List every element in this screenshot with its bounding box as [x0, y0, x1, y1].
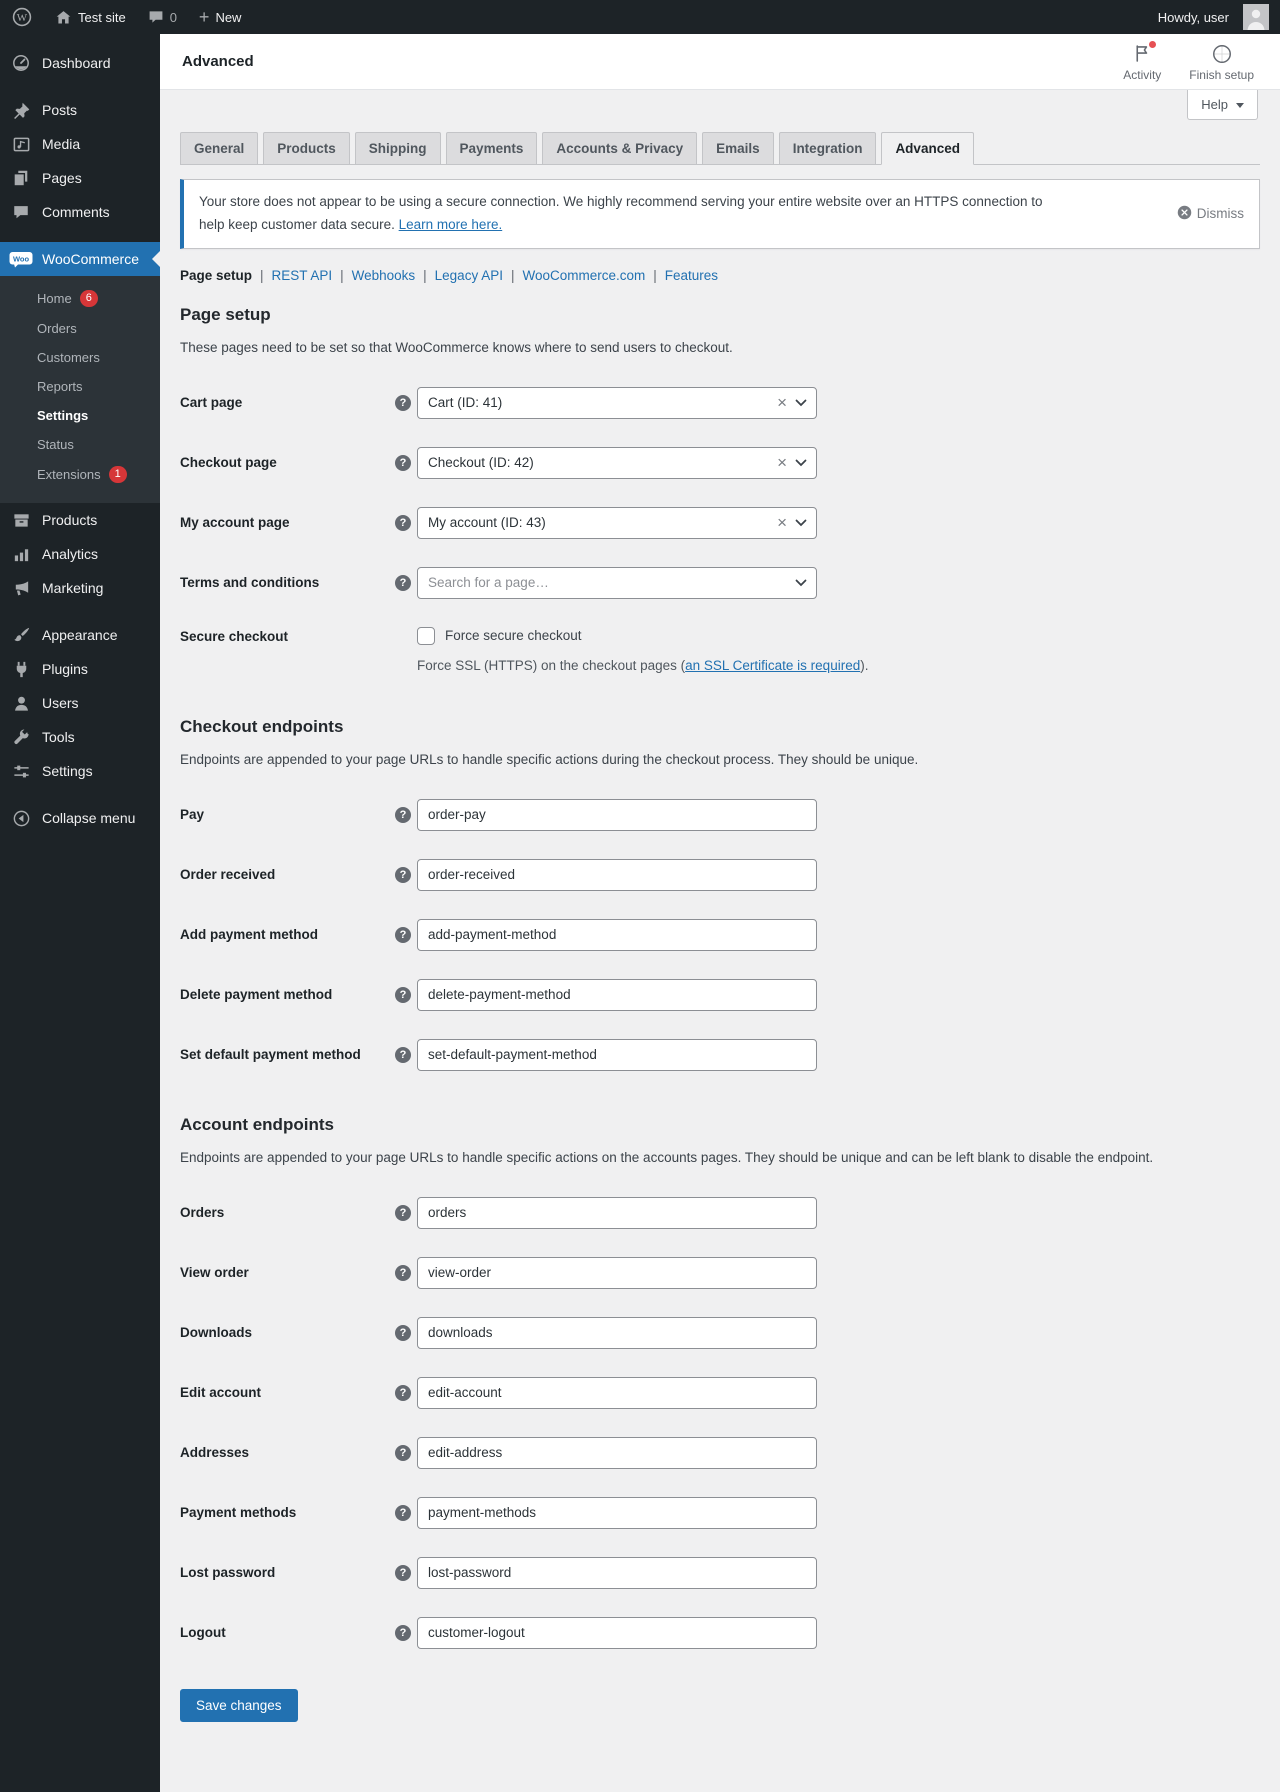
help-icon[interactable]: ? [395, 1565, 411, 1581]
notice-text [199, 191, 1067, 237]
howdy-text: Howdy, user [1157, 9, 1229, 25]
form-row [180, 1617, 1260, 1649]
section-description: Endpoints are appended to your page URLs to handle specific actions during the checkout process. They should be unique. [180, 751, 919, 767]
menu-separator [0, 80, 160, 93]
comments-icon [148, 9, 164, 25]
help-icon[interactable]: ? [395, 1385, 411, 1401]
subnav-page-setup[interactable]: Page setup [180, 267, 253, 283]
field-cell [417, 919, 1260, 951]
form-row [180, 919, 1260, 951]
count-badge: 6 [80, 290, 98, 307]
field-cell [417, 1377, 1260, 1409]
field-label: My account page [180, 515, 290, 531]
sidebar-item-label: Products [42, 512, 98, 528]
sidebar-item-label: Collapse menu [42, 810, 136, 826]
count-badge: 1 [109, 466, 127, 483]
field-label: Delete payment method [180, 987, 333, 1003]
settings-tabs [180, 132, 1260, 165]
help-icon[interactable]: ? [395, 927, 411, 943]
my-account-page-select[interactable] [417, 507, 817, 539]
help-icon[interactable]: ? [395, 395, 411, 411]
admin-bar-left [0, 0, 252, 34]
sidebar-item-analytics[interactable] [0, 537, 160, 571]
view-order-endpoint-input[interactable] [417, 1257, 817, 1289]
cart-page-select[interactable] [417, 387, 817, 419]
form-row [180, 387, 1260, 419]
help-icon[interactable]: ? [395, 1325, 411, 1341]
help-icon[interactable]: ? [395, 575, 411, 591]
help-icon[interactable]: ? [395, 807, 411, 823]
menu-separator [0, 788, 160, 801]
section-description: Endpoints are appended to your page URLs to handle specific actions on the accounts pages. They should be unique and can be left blank to disable the endpoint. [180, 1149, 1154, 1165]
help-cell [395, 867, 417, 883]
select-controls [777, 454, 807, 471]
subnav-webhooks[interactable]: Webhooks [351, 267, 416, 283]
form-row [180, 1039, 1260, 1071]
help-cell [395, 1325, 417, 1341]
help-label: Help [1201, 97, 1228, 112]
sidebar-item-posts[interactable] [0, 93, 160, 127]
help-cell [395, 1565, 417, 1581]
pin-icon [9, 100, 33, 120]
field-label: Pay [180, 807, 205, 823]
field-label: Cart page [180, 395, 243, 411]
new-label: New [215, 9, 242, 25]
lost-password-endpoint-input[interactable] [417, 1557, 817, 1589]
subnav-features[interactable]: Features [664, 267, 719, 283]
brush-icon [9, 625, 33, 645]
chevron-down-icon [795, 579, 807, 587]
field-label: Downloads [180, 1325, 253, 1341]
help-cell [395, 1505, 417, 1521]
subnav-separator: | [340, 267, 344, 283]
page-title: Advanced [182, 53, 254, 70]
sidebar-item-label: Users [42, 695, 79, 711]
media-icon [9, 134, 33, 154]
field-cell [417, 1497, 1260, 1529]
subnav-separator: | [423, 267, 427, 283]
clear-selection-icon[interactable]: × [777, 453, 787, 473]
select-controls [777, 514, 807, 531]
menu-separator [0, 229, 160, 242]
chart-icon [9, 544, 33, 564]
sidebar-item-products[interactable] [0, 503, 160, 537]
menu-separator [0, 605, 160, 618]
submenu-item-label: Extensions [37, 467, 101, 482]
section-description: These pages need to be set so that WooCommerce knows where to send users to checkout. [180, 339, 733, 355]
select-placeholder: Search for a page… [428, 575, 549, 591]
help-icon[interactable]: ? [395, 515, 411, 531]
subnav-legacy-api[interactable]: Legacy API [434, 267, 503, 283]
field-cell [417, 627, 1260, 673]
help-cell [395, 807, 417, 823]
payment-methods-endpoint-input[interactable] [417, 1497, 817, 1529]
sidebar-subitem-status[interactable] [0, 430, 160, 459]
field-cell [417, 1317, 1260, 1349]
svg-text:W: W [16, 11, 28, 24]
checkout-page-select[interactable] [417, 447, 817, 479]
sidebar-item-label: Plugins [42, 661, 88, 677]
help-cell [395, 395, 417, 411]
field-label: Logout [180, 1625, 226, 1641]
help-button[interactable] [1187, 90, 1258, 120]
sidebar-item-users[interactable] [0, 686, 160, 720]
ssl-desc-text: ). [860, 657, 869, 673]
help-cell [395, 987, 417, 1003]
form-row [180, 859, 1260, 891]
help-cell [395, 455, 417, 471]
addresses-endpoint-input[interactable] [417, 1437, 817, 1469]
dismiss-button[interactable] [1177, 205, 1244, 223]
pages-icon [9, 168, 33, 188]
sidebar-subitem-customers[interactable] [0, 343, 160, 372]
chevron-down-icon [795, 399, 807, 407]
sidebar-item-dashboard[interactable] [0, 46, 160, 80]
help-icon[interactable]: ? [395, 1265, 411, 1281]
section-title: Page setup [180, 304, 271, 324]
help-cell [395, 1047, 417, 1063]
field-label: Set default payment method [180, 1047, 361, 1063]
sidebar-item-woocommerce[interactable] [0, 242, 160, 276]
field-cell [417, 1557, 1260, 1589]
sidebar-item-plugins[interactable] [0, 652, 160, 686]
form-row [180, 979, 1260, 1011]
help-cell [395, 1385, 417, 1401]
field-cell [417, 859, 1260, 891]
help-cell [395, 515, 417, 531]
tab-advanced[interactable]: Advanced [881, 132, 974, 165]
tab-general[interactable]: General [180, 132, 258, 165]
tab-accounts-privacy[interactable]: Accounts & Privacy [542, 132, 697, 165]
clear-selection-icon[interactable]: × [777, 393, 787, 413]
ssl-certificate-link[interactable]: an SSL Certificate is required [685, 657, 861, 673]
help-row [160, 90, 1280, 122]
woocommerce-submenu [0, 276, 160, 503]
form-row [180, 1557, 1260, 1589]
submenu-item-label: Settings [37, 408, 89, 423]
tab-shipping[interactable]: Shipping [355, 132, 441, 165]
field-label: Lost password [180, 1565, 276, 1581]
subnav-separator: | [653, 267, 657, 283]
subnav-rest-api[interactable]: REST API [271, 267, 333, 283]
help-icon[interactable]: ? [395, 867, 411, 883]
sidebar-item-tools[interactable] [0, 720, 160, 754]
chevron-down-icon [795, 459, 807, 467]
sidebar-item-settings[interactable] [0, 754, 160, 788]
submenu-item-label: Status [37, 437, 74, 452]
plugin-icon [9, 659, 33, 679]
submenu-item-label: Reports [37, 379, 83, 394]
help-cell [395, 1265, 417, 1281]
help-icon[interactable]: ? [395, 1205, 411, 1221]
sidebar-subitem-orders[interactable] [0, 314, 160, 343]
orders-endpoint-input[interactable] [417, 1197, 817, 1229]
site-name: Test site [78, 9, 126, 25]
form-row [180, 567, 1260, 599]
save-changes-button[interactable]: Save changes [180, 1689, 298, 1722]
field-cell [417, 1617, 1260, 1649]
sidebar-subitem-reports[interactable] [0, 372, 160, 401]
dismiss-icon [1177, 205, 1192, 223]
field-label: Terms and conditions [180, 575, 320, 591]
section-title: Account endpoints [180, 1114, 334, 1134]
sidebar-item-pages[interactable] [0, 161, 160, 195]
sidebar [0, 34, 160, 1792]
sidebar-item-label: Marketing [42, 580, 104, 596]
settings-form [160, 305, 1280, 1649]
sidebar-item-label: Analytics [42, 546, 99, 562]
sliders-icon [9, 761, 33, 781]
help-icon[interactable]: ? [395, 1445, 411, 1461]
tab-products[interactable]: Products [263, 132, 350, 165]
add-payment-method-endpoint-input[interactable] [417, 919, 817, 951]
field-cell [417, 1257, 1260, 1289]
form-row [180, 1317, 1260, 1349]
submenu-item-label: Orders [37, 321, 77, 336]
sidebar-item-marketing[interactable] [0, 571, 160, 605]
help-icon[interactable]: ? [395, 455, 411, 471]
form-row [180, 507, 1260, 539]
ssl-desc-text: Force SSL (HTTPS) on the checkout pages ( [417, 657, 686, 673]
sidebar-item-label: Pages [42, 170, 82, 186]
field-cell [417, 507, 1260, 539]
dashboard-icon [9, 53, 33, 73]
learn-more-link[interactable]: Learn more here. [398, 216, 503, 232]
finish-setup-circle-icon [1211, 42, 1233, 66]
sidebar-item-label: Comments [42, 204, 110, 220]
help-icon[interactable]: ? [395, 1505, 411, 1521]
finish-setup-label: Finish setup [1189, 67, 1254, 82]
help-icon[interactable]: ? [395, 1625, 411, 1641]
user-icon [9, 693, 33, 713]
pay-endpoint-input[interactable] [417, 799, 817, 831]
settings-subnav [180, 268, 1260, 283]
delete-payment-method-endpoint-input[interactable] [417, 979, 817, 1011]
comments-count: 0 [169, 9, 177, 25]
admin-menu [0, 46, 160, 835]
edit-account-endpoint-input[interactable] [417, 1377, 817, 1409]
select-value: Cart (ID: 41) [428, 395, 503, 411]
sidebar-item-label: Media [42, 136, 81, 152]
collapse-icon [9, 808, 33, 828]
subnav-separator: | [260, 267, 264, 283]
sidebar-subitem-settings[interactable] [0, 401, 160, 430]
section-title: Checkout endpoints [180, 716, 344, 736]
field-label: Orders [180, 1205, 225, 1221]
field-cell [417, 1039, 1260, 1071]
field-label: Add payment method [180, 927, 319, 943]
downloads-endpoint-input[interactable] [417, 1317, 817, 1349]
select-controls [777, 394, 807, 411]
field-cell [417, 387, 1260, 419]
tab-payments[interactable]: Payments [446, 132, 538, 165]
finish-setup-button[interactable] [1189, 42, 1254, 82]
field-label: View order [180, 1265, 249, 1281]
tab-integration[interactable]: Integration [779, 132, 877, 165]
checkbox[interactable] [417, 627, 435, 645]
sidebar-item-label: Posts [42, 102, 78, 118]
comments-link[interactable] [137, 0, 188, 34]
chevron-down-icon [1236, 103, 1244, 112]
sidebar-subitem-home[interactable] [0, 283, 160, 314]
field-cell [417, 979, 1260, 1011]
wrench-icon [9, 727, 33, 747]
sidebar-subitem-extensions[interactable] [0, 459, 160, 490]
form-row [180, 1257, 1260, 1289]
order-received-endpoint-input[interactable] [417, 859, 817, 891]
megaphone-icon [9, 578, 33, 598]
select-controls [795, 579, 807, 587]
woo-icon [9, 249, 33, 269]
field-cell [417, 799, 1260, 831]
avatar [1243, 4, 1269, 30]
field-label: Order received [180, 867, 276, 883]
new-content-link[interactable] [188, 0, 253, 34]
wordpress-logo[interactable] [0, 0, 44, 34]
clear-selection-icon[interactable]: × [777, 513, 787, 533]
set-default-payment-method-endpoint-input[interactable] [417, 1039, 817, 1071]
chevron-down-icon [795, 519, 807, 527]
main-content [160, 34, 1280, 1792]
notification-dot [1149, 41, 1156, 48]
sidebar-item-label: Dashboard [42, 55, 111, 71]
field-label: Secure checkout [180, 628, 289, 644]
field-label: Checkout page [180, 455, 277, 471]
secure-connection-notice [180, 179, 1260, 249]
admin-bar [0, 0, 1280, 34]
ssl-description [417, 658, 1260, 673]
sidebar-item-label: Appearance [42, 627, 118, 643]
activity-label: Activity [1123, 67, 1162, 82]
account-menu[interactable] [1147, 0, 1280, 34]
admin-bar-right [1147, 0, 1280, 34]
svg-text:Woo: Woo [12, 254, 30, 264]
sidebar-item-label: WooCommerce [42, 251, 139, 267]
field-label: Payment methods [180, 1505, 297, 1521]
force-secure-checkout-checkbox[interactable] [417, 627, 1260, 645]
form-row [180, 447, 1260, 479]
select-value: Checkout (ID: 42) [428, 455, 534, 471]
sidebar-item-media[interactable] [0, 127, 160, 161]
activity-button[interactable] [1123, 42, 1161, 82]
terms-and-conditions-select[interactable] [417, 567, 817, 599]
sidebar-item-appearance[interactable] [0, 618, 160, 652]
help-cell [395, 1205, 417, 1221]
form-row [180, 799, 1260, 831]
activity-flag-icon [1132, 42, 1153, 66]
form-row [180, 1197, 1260, 1229]
sidebar-item-comments[interactable] [0, 195, 160, 229]
dismiss-label: Dismiss [1196, 206, 1244, 222]
field-cell [417, 447, 1260, 479]
box-icon [9, 510, 33, 530]
field-label: Addresses [180, 1445, 250, 1461]
help-icon[interactable]: ? [395, 1047, 411, 1063]
sidebar-item-label: Settings [42, 763, 93, 779]
comment-icon [9, 202, 33, 222]
submenu-item-label: Home [37, 291, 72, 306]
subnav-woocommerce-com[interactable]: WooCommerce.com [522, 267, 646, 283]
site-name-link[interactable] [44, 0, 137, 34]
form-row [180, 627, 1260, 673]
header-actions [1123, 42, 1254, 82]
form-row [180, 1437, 1260, 1469]
form-row [180, 1497, 1260, 1529]
tab-emails[interactable]: Emails [702, 132, 774, 165]
field-label: Edit account [180, 1385, 262, 1401]
help-cell [395, 927, 417, 943]
field-cell [417, 1197, 1260, 1229]
field-cell [417, 1437, 1260, 1469]
help-cell [395, 575, 417, 591]
notice-message: Your store does not appear to be using a secure connection. We highly recommend serving your entire website over an HTTPS connection to help keep customer data secure. [199, 194, 1043, 232]
help-cell [395, 1625, 417, 1641]
subnav-separator: | [510, 267, 515, 283]
select-value: My account (ID: 43) [428, 515, 546, 531]
sidebar-item-collapse-menu[interactable] [0, 801, 160, 835]
help-cell [395, 1445, 417, 1461]
home-icon [55, 9, 72, 26]
checkbox-label: Force secure checkout [445, 628, 582, 644]
plus-icon: + [198, 7, 210, 27]
content-header [160, 34, 1280, 90]
sidebar-item-label: Tools [42, 729, 75, 745]
form-row [180, 1377, 1260, 1409]
help-icon[interactable]: ? [395, 987, 411, 1003]
submenu-item-label: Customers [37, 350, 100, 365]
field-cell [417, 567, 1260, 599]
logout-endpoint-input[interactable] [417, 1617, 817, 1649]
